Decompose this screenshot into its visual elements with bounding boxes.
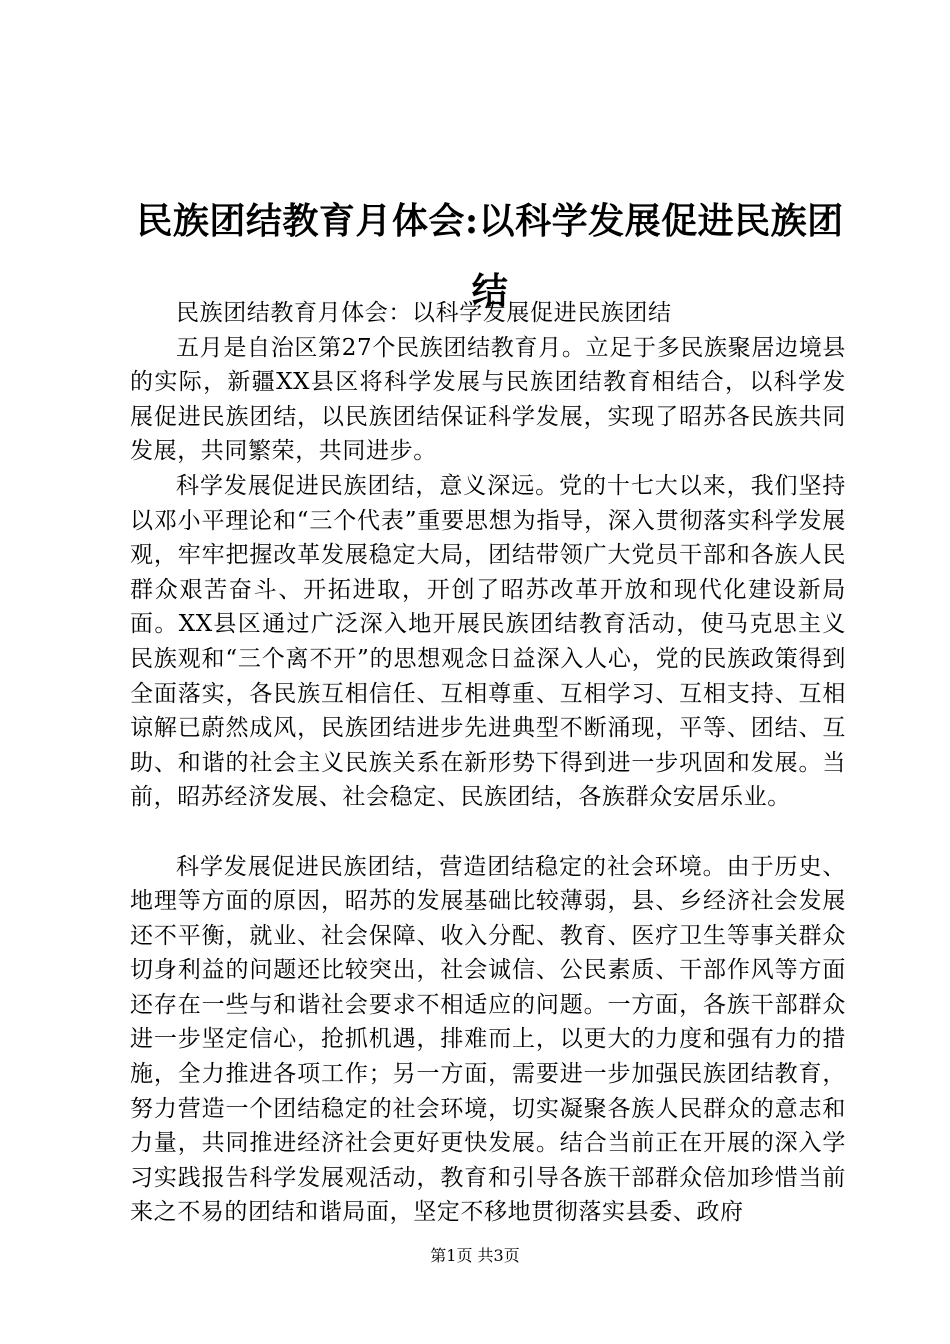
paragraph-subtitle: 民族团结教育月体会：以科学发展促进民族团结 <box>176 300 672 326</box>
paragraph-environment: 科学发展促进民族团结，营造团结稳定的社会环境。由于历史、地理等方面的原因，昭苏的发展基础比较薄弱，县、乡经济社会发展还不平衡，就业、社会保障、收入分配、教育、医疗卫生等事关群众切身利益的问题还比较突出，社会诚信、公民素质、干部作风等方面还存在一些与和谐社会要求不相适应的问题。一方面，各族干部群众进一步坚定信心，抢抓机遇，排难而上，以更大的力度和强有力的措施，全力推进各项工作；另一方面，需要进一步加强民族团结教育，努力营造一个团结稳定的社会环境，切实凝聚各族人民群众的意志和力量，共同推进经济社会更好更快发展。结合当前正在开展的深入学习实践报告科学发展观活动，教育和引导各族干部群众倍加珍惜当前来之不易的团结和谐局面，坚定不移地贯彻落实县委、政府 <box>130 853 846 1226</box>
document-body <box>130 296 846 1230</box>
paragraph-significance: 科学发展促进民族团结，意义深远。党的十七大以来，我们坚持以邓小平理论和“三个代表”重要思想为指导，深入贯彻落实科学发展观，牢牢把握改革发展稳定大局，团结带领广大党员干部和各族人民群众艰苦奋斗、开拓进取，开创了昭苏改革开放和现代化建设新局面。XX县区通过广泛深入地开展民族团结教育活动，使马克思主义民族观和“三个离不开”的思想观念日益深入人心，党的民族政策得到全面落实，各民族互相信任、互相尊重、互相学习、互相支持、互相谅解已蔚然成风，民族团结进步先进典型不断涌现，平等、团结、互助、和谐的社会主义民族关系在新形势下得到进一步巩固和发展。当前，昭苏经济发展、社会稳定、民族团结，各族群众安居乐业。 <box>130 472 846 811</box>
paragraph-intro: 五月是自治区第27个民族团结教育月。立足于多民族聚居边境县的实际，新疆XX县区将科学发展与民族团结教育相结合，以科学发展促进民族团结，以民族团结保证科学发展，实现了昭苏各民族共同发展，共同繁荣，共同进步。 <box>130 334 846 465</box>
page-footer: 第1页 共3页 <box>430 1246 520 1265</box>
document-title: 民族团结教育月体会:以科学发展促进民族团结 <box>136 200 844 313</box>
